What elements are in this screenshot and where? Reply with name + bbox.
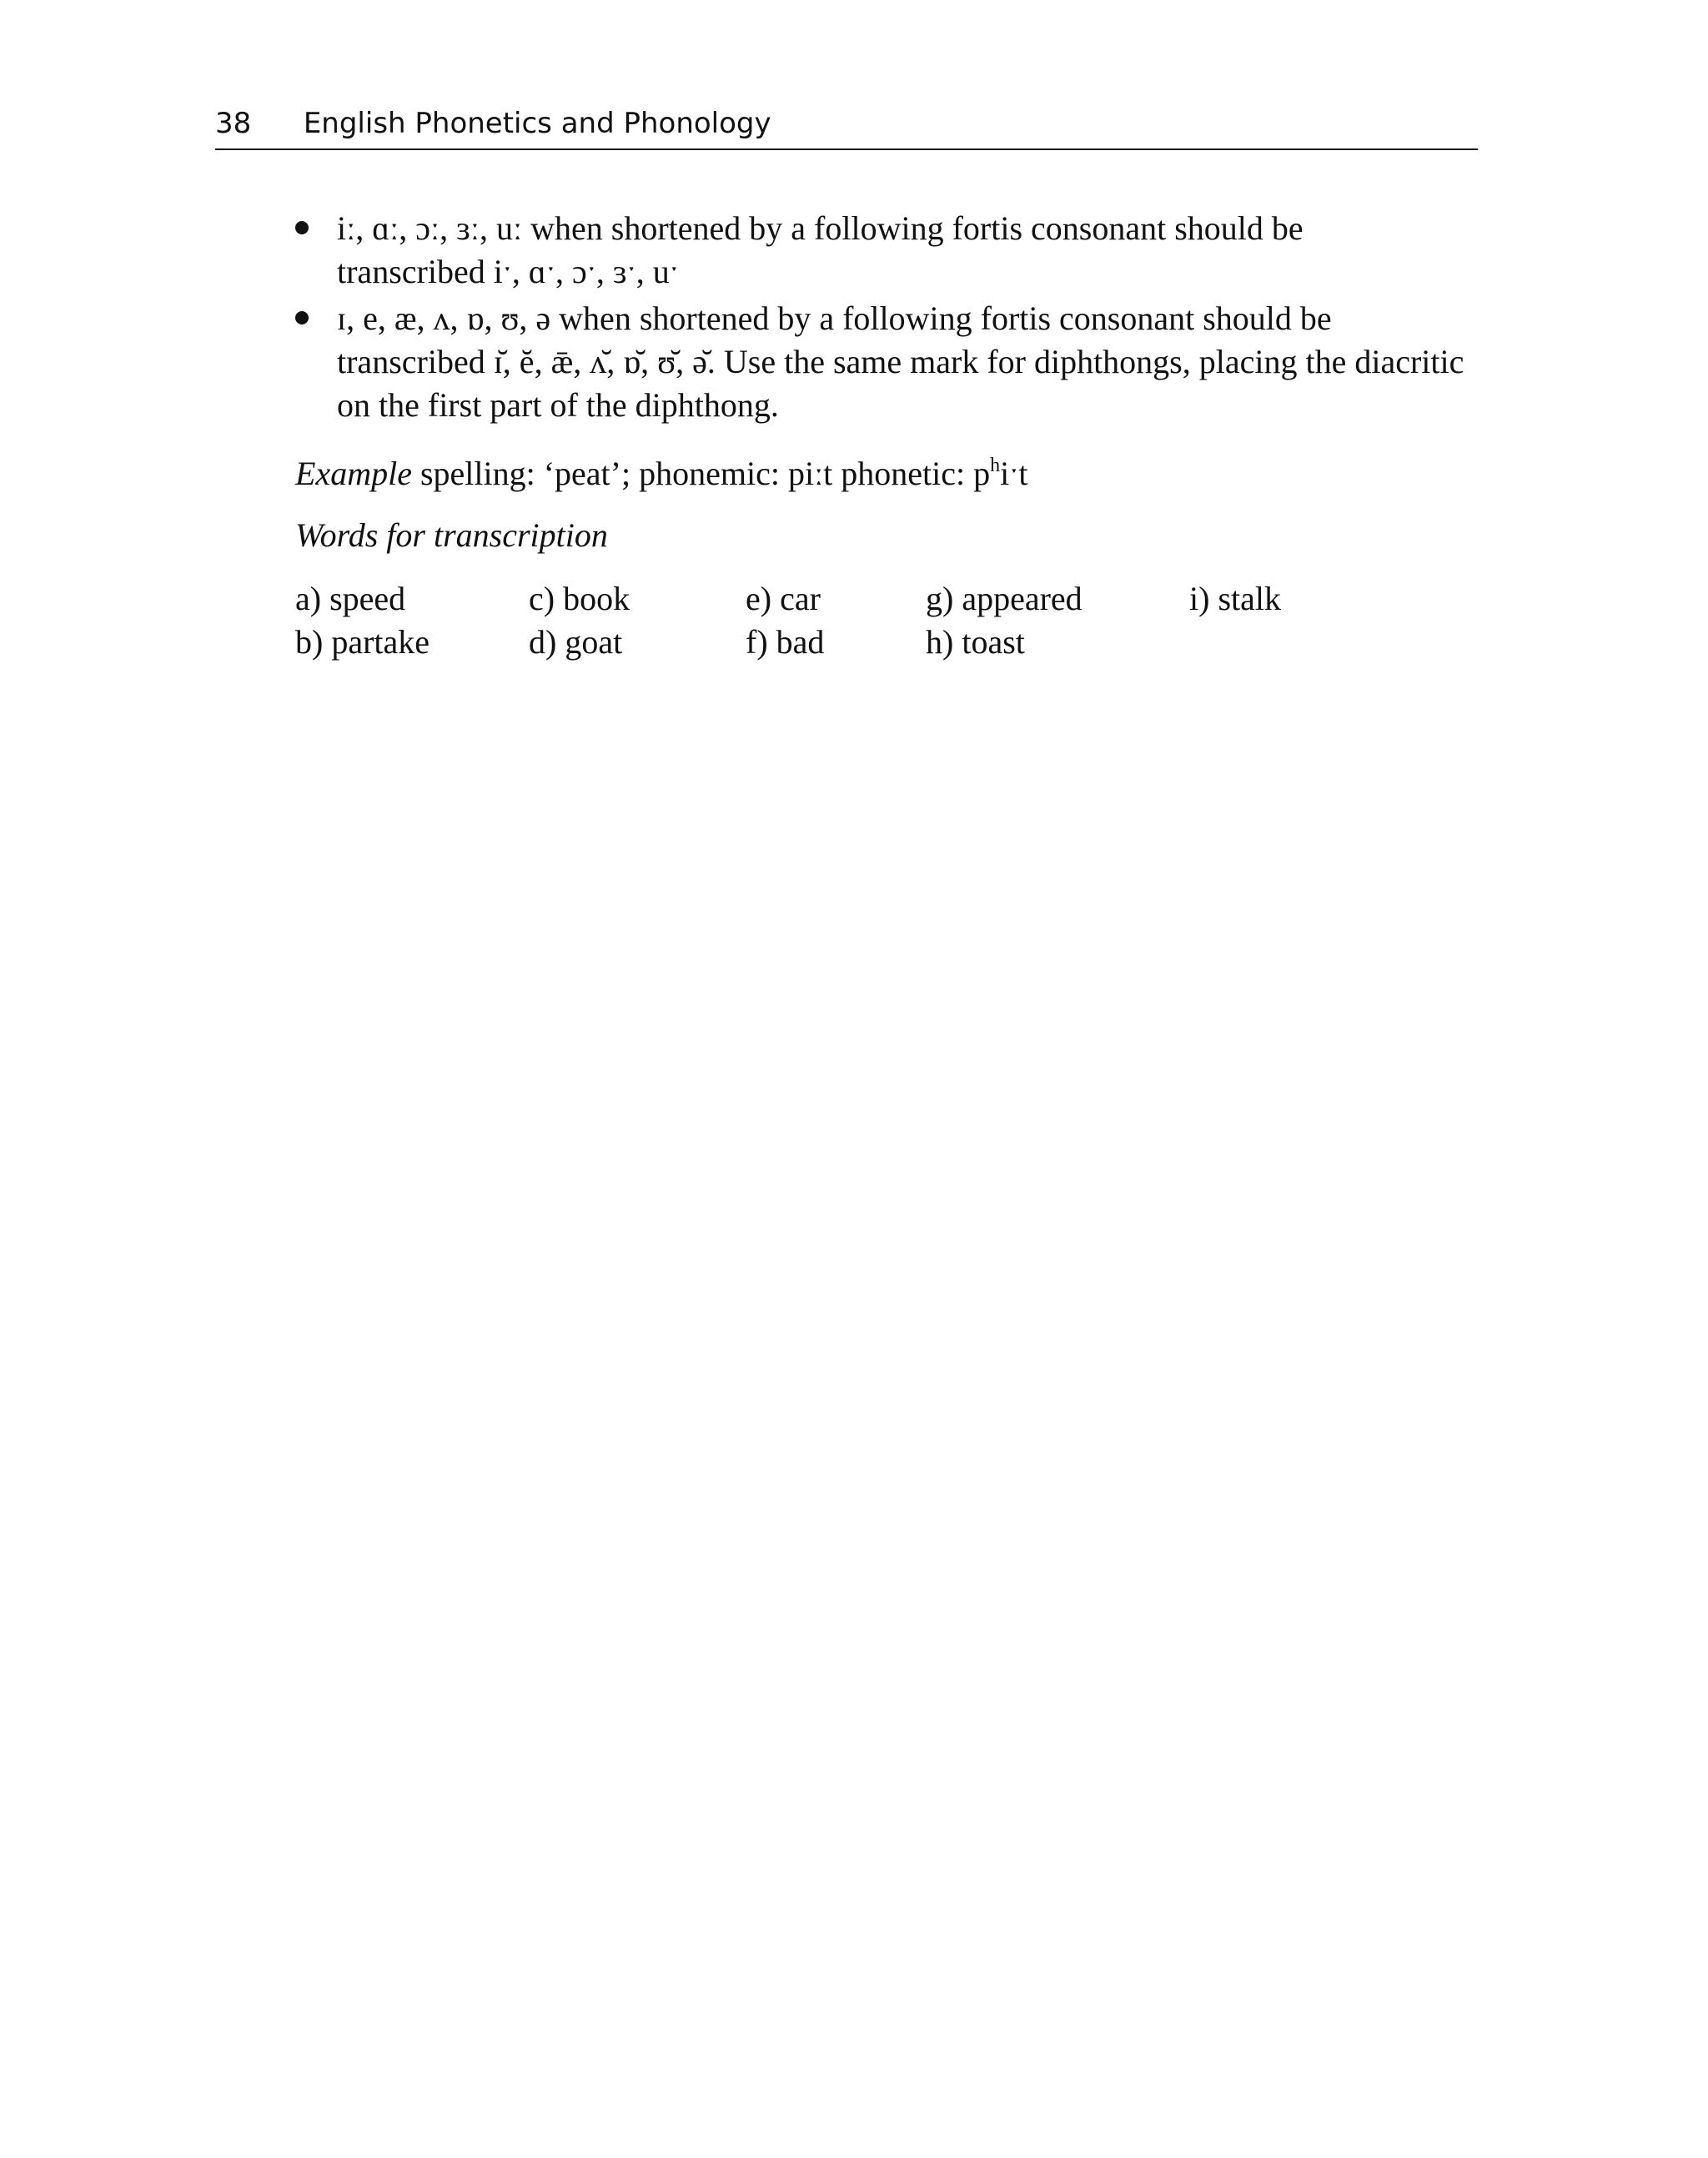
running-head (215, 98, 1478, 148)
list-item: b) partake (295, 623, 430, 661)
bullet-list (295, 207, 1478, 427)
word-list (295, 577, 1478, 664)
list-item: i) stalk (1189, 580, 1281, 617)
example-line (295, 452, 1478, 495)
book-title: English Phonetics and Phonology (303, 107, 771, 140)
page-number: 38 (215, 107, 252, 140)
example-text: spelling: ‘peat’; phonemic: piːt phonetic: p (411, 455, 991, 492)
header-rule (215, 148, 1478, 150)
list-item: f) bad (746, 623, 825, 661)
words-heading: Words for transcription (295, 516, 608, 554)
aspiration-superscript: h (990, 455, 1001, 476)
list-item: c) book (529, 580, 630, 617)
bullet-dot (295, 221, 309, 234)
list-item: a) speed (295, 580, 406, 617)
bullet-item (295, 297, 1478, 427)
example-label: Example (295, 455, 412, 492)
list-item: e) car (746, 580, 821, 617)
bullet-text: ɪ, e, æ, ʌ, ɒ, ʊ, ə when shortened by a following fortis consonant should be transcribed ɪ̆, ĕ, ǣ, ʌ̆, ɒ̆, ʊ̆, ə̆. Use the same mark for diphthongs, placing the diacritic on the first part of the diphthong. (337, 299, 1464, 424)
bullet-item (295, 207, 1478, 294)
list-item: h) toast (926, 623, 1025, 661)
page-content (295, 207, 1478, 664)
example-text-end: iˑt (1000, 455, 1028, 492)
list-item: g) appeared (926, 580, 1083, 617)
bullet-text-line2: transcribed iˑ, ɑˑ, ɔˑ, ɜˑ, uˑ (337, 253, 679, 290)
bullet-dot (295, 311, 309, 324)
list-item: d) goat (529, 623, 623, 661)
bullet-text-line1: iː, ɑː, ɔː, ɜː, uː when shortened by a following fortis consonant should be (337, 209, 1304, 247)
